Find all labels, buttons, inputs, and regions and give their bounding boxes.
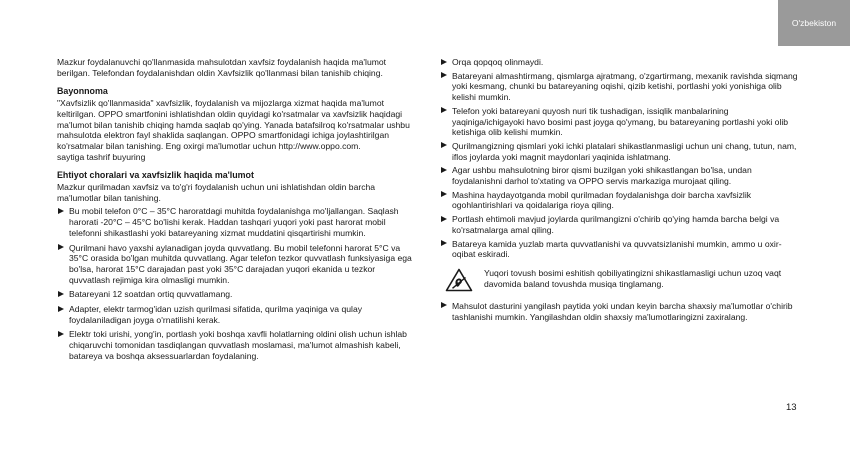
list-item — [440, 214, 798, 235]
list-item — [57, 329, 415, 361]
list-item-text: Orqa qopqoq olinmaydi. — [452, 57, 544, 67]
list-item — [57, 289, 415, 300]
list-item — [440, 239, 798, 260]
list-item-text: Mahsulot dasturini yangilash paytida yoki undan keyin barcha shaxsiy ma'lumotlar o'chirib tashlanishi mumkin. Yangilashdan oldin shaxsiy ma'lumotlaringizni zaxiralang. — [452, 300, 793, 322]
disclaimer-visit: saytiga tashrif buyuring — [57, 151, 146, 162]
list-item-text: Agar ushbu mahsulotning biror qismi buzilgan yoki shikastlangan bo'lsa, undan foydalanishni darhol to'xtating va OPPO servis markaziga murojaat qiling. — [452, 165, 752, 187]
list-item-text: Bu mobil telefon 0°C – 35°C haroratdagi muhitda foydalanishga mo'ljallangan. Saqlash harorati -20°C – 45°C bo'lishi kerak. Haddan tashqari yuqori yoki past harorat mobil telefonni shikastlashi yoki batareyaning xizmat muddatini qisqartirishi mumkin. — [69, 206, 399, 238]
triangle-bullet-icon — [441, 191, 447, 197]
list-item-text: Batareya kamida yuzlab marta quvvatlanishi va quvvatsizlanishi mumkin, ammo u oxir-oqibat eskiradi. — [452, 238, 782, 260]
disclaimer-body: "Xavfsizlik qo'llanmasida" xavfsizlik, foydalanish va mijozlarga xizmat haqida ma'lumot keltirilgan. OPPO smartfonini ishlatishdan oldin quyidagi ko'rsatmalar va xavfsizlik haqidagi ma'lumot bilan tanishib chiqing hamda saqlab qo'ying. Yanada batafsilroq ko'rsatmalar ushbu mahsulotda elektron fayl shaklida saqlangan. OPPO smartfonidagi ichiga joylashtirilgan ko'rsatmalar bilan tanishing. Eng oxirgi ma'lumotlar uchun http://www.oppo.com. — [57, 98, 410, 151]
list-item — [440, 141, 798, 162]
triangle-bullet-icon — [441, 216, 447, 222]
list-item-text: Batareyani 12 soatdan ortiq quvvatlamang. — [69, 289, 233, 300]
list-item-text: Mashina haydayotganda mobil qurilmadan foydalanishga doir barcha xavfsizlik ogohlantirishlari va qoidalariga rioya qiling. — [452, 189, 752, 211]
list-item — [440, 57, 798, 68]
triangle-bullet-icon — [441, 72, 447, 78]
list-item — [440, 165, 798, 186]
list-item — [57, 304, 415, 325]
left-column — [57, 57, 415, 366]
list-item-text: Portlash ehtimoli mavjud joylarda qurilmangizni o'chirib qo'ying hamda barcha belgi va ko'rsatmalarga amal qiling. — [452, 214, 780, 235]
triangle-bullet-icon — [441, 240, 447, 246]
right-bullet-list — [440, 57, 798, 260]
triangle-bullet-icon — [441, 59, 447, 65]
disclaimer-paragraph — [57, 98, 415, 162]
list-item — [440, 301, 798, 322]
list-item-text: Batareyani almashtirmang, qismlarga ajratmang, o'zgartirmang, mexanik ravishda siqmang yoki kesmang, chunki bu batareyaning oqishi, qizib ketishi, portlashi yoki yonishiga olib kelishi mumkin. — [452, 70, 798, 103]
safety-heading: Ehtiyot choralari va xavfsizlik haqida ma'lumot — [57, 170, 254, 181]
list-item-text: Qurilmani havo yaxshi aylanadigan joyda quvvatlang. Bu mobil telefonni harorat 5°C va 35°C orasida bo'lgan muhitda quvvatlang. Agar telefon tezkor quvvatlash funksiyasiga ega bo'lsa, harorat 15°C darajadan past yoki 35°C darajadan yuqori ekanida u tezkor quvvatlash rejimiga kira olmasligi mumkin. — [69, 242, 412, 285]
list-item — [440, 106, 798, 138]
triangle-bullet-icon — [441, 302, 447, 308]
page-number: 13 — [786, 402, 797, 413]
list-item — [57, 206, 415, 238]
right-column — [440, 57, 798, 325]
hearing-warning — [440, 268, 798, 292]
triangle-bullet-icon — [58, 331, 64, 337]
triangle-bullet-icon — [58, 244, 64, 250]
triangle-bullet-icon — [58, 306, 64, 312]
list-item-text: Adapter, elektr tarmog'idan uzish qurilmasi sifatida, qurilma yaqiniga va qulay foydalaniladigan joyga o'rnatilishi kerak. — [69, 304, 363, 325]
triangle-bullet-icon — [58, 291, 64, 297]
list-item-text: Qurilmangizning qismlari yoki ichki platalari shikastlanmasligi uchun uni chang, tutun, nam, iflos joylarda yoki magnit maydonlari yaqinida ishlatmang. — [452, 140, 797, 162]
triangle-bullet-icon — [441, 107, 447, 113]
left-bullet-list — [57, 206, 415, 361]
triangle-bullet-icon — [441, 142, 447, 148]
list-item — [440, 71, 798, 103]
list-item-text: Elektr toki urishi, yong'in, portlash yoki boshqa xavfli holatlarning oldini olish uchun ishlab chiqaruvchi tomonidan tasdiqlangan quvvatlash moslamasi, ma'lumot almashish kabeli, batareya va boshqa aksessuarlardan foydalaning. — [69, 329, 407, 361]
language-tab: O'zbekiston — [778, 0, 850, 46]
warning-text: Yuqori tovush bosimi eshitish qobiliyatingizni shikastlamasligi uchun uzoq vaqt davomida baland tovushda musiqa tinglamang. — [484, 267, 782, 289]
list-item — [57, 243, 415, 286]
list-item — [440, 190, 798, 211]
intro-paragraph: Mazkur foydalanuvchi qo'llanmasida mahsulotdan xavfsiz foydalanish haqida ma'lumot berilgan. Telefondan foydalanishdan oldin Xavfsizlik qo'llanmasi bilan tanishib chiqing. — [57, 57, 387, 78]
hearing-warning-icon — [445, 268, 473, 292]
triangle-bullet-icon — [441, 167, 447, 173]
disclaimer-heading: Bayonnoma — [57, 86, 108, 97]
list-item-text: Telefon yoki batareyani quyosh nuri tik tushadigan, issiqlik manbalarining yaqiniga/ichigayoki havo bosimi past joyga qo'ymang, bu batareyaning portlashi yoki olib ketishiga olib kelishi mumkin. — [452, 105, 789, 138]
triangle-bullet-icon — [58, 208, 64, 214]
right-bullet-list-2 — [440, 301, 798, 322]
safety-intro: Mazkur qurilmadan xavfsiz va to'g'ri foydalanish uchun uni ishlatishdan oldin barcha ma'lumotlar bilan tanishing. — [57, 182, 376, 203]
